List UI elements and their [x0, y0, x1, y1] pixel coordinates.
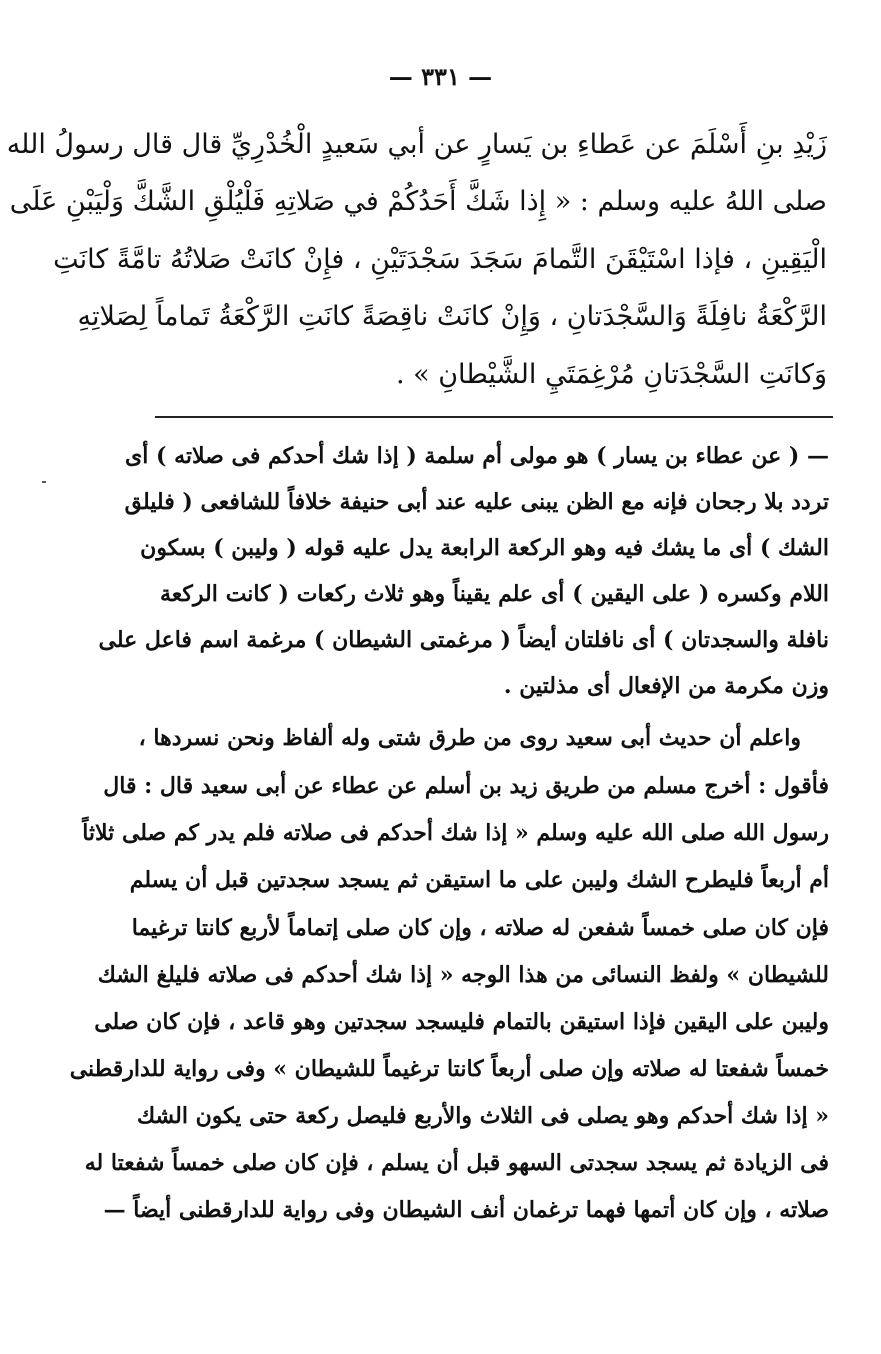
commentary-line: تردد بلا رجحان فإنه مع الظن يبنى عليه عند أبى حنيفة خلافاً للشافعى ( فليلق — [124, 489, 829, 515]
commentary-line: أم أربعاً فليطرح الشك وليبن على ما استيقن ثم يسجد سجدتين قبل أن يسلم — [129, 867, 829, 893]
commentary-line: واعلم أن حديث أبى سعيد روى من طرق شتى وله ألفاظ ونحن نسردها ، — [138, 725, 801, 751]
commentary-line: اللام وكسره ( على اليقين ) أى علم يقيناً وهو ثلاث ركعات ( كانت الركعة — [160, 581, 829, 607]
commentary-line: وزن مكرمة من الإفعال أى مذلتين . — [503, 673, 829, 699]
commentary-line: خمساً شفعتا له صلاته وإن صلى أربعاً كانتا ترغيماً للشيطان » وفى رواية للدارقطنى — [69, 1056, 829, 1082]
commentary-text — [69, 434, 829, 1294]
commentary-line: صلاته ، وإن كان أتمها فهما ترغمان أنف الشيطان وفى رواية للدارقطنى أيضاً — — [103, 1197, 829, 1223]
page-number: — ٣٣١ — — [388, 62, 493, 91]
hadith-line: زَيْدِ بنِ أَسْلَمَ عن عَطاءِ بن يَسارٍ عن أبي سَعيدٍ الْخُدْرِيِّ قال قال رسولُ الله — [6, 129, 827, 160]
commentary-line: للشيطان » ولفظ النسائى من هذا الوجه « إذا شك أحدكم فى صلاته فليلغ الشك — [97, 962, 829, 988]
commentary-line: رسول الله صلى الله عليه وسلم « إذا شك أحدكم فى صلاته فلم يدر كم صلى ثلاثاً — [82, 820, 829, 846]
footnote-divider — [155, 416, 833, 418]
commentary-line: « إذا شك أحدكم وهو يصلى فى الثلاث والأربع فليصل ركعة حتى يكون الشك — [136, 1103, 829, 1129]
hadith-line: الرَّكْعَةُ نافِلَةً وَالسَّجْدَتانِ ، وَإِنْ كانَتْ ناقِصَةً كانَتِ الرَّكْعَةُ تَماماً لِصَلاتِهِ — [77, 301, 827, 332]
hadith-line: الْيَقِينِ ، فإذا اسْتَيْقَنَ التَّمامَ سَجَدَ سَجْدَتَيْنِ ، فإِنْ كانَتْ صَلاتُهُ تامَّةً كانَتِ — [53, 244, 827, 275]
margin-mark — [42, 481, 46, 483]
commentary-line: وليبن على اليقين فإذا استيقن بالتمام فليسجد سجدتين وهو قاعد ، فإن كان صلى — [94, 1009, 829, 1035]
commentary-line: — ( عن عطاء بن يسار ) هو مولى أم سلمة ( إذا شك أحدكم فى صلاته ) أى — [125, 443, 829, 469]
commentary-line: فإن كان صلى خمساً شفعن له صلاته ، وإن كان صلى إتماماً لأربع كانتا ترغيما — [131, 915, 829, 941]
hadith-text — [6, 120, 827, 410]
commentary-line: الشك ) أى ما يشك فيه وهو الركعة الرابعة يدل عليه قوله ( وليبن ) بسكون — [140, 535, 829, 561]
commentary-line: فى الزيادة ثم يسجد سجدتى السهو قبل أن يسلم ، فإن كان صلى خمساً شفعتا له — [84, 1150, 829, 1176]
hadith-line: وَكانَتِ السَّجْدَتانِ مُرْغِمَتَيِ الشَّيْطانِ » . — [395, 359, 827, 390]
hadith-line: صلى اللهُ عليه وسلم : « إِذا شَكَّ أَحَدُكُمْ في صَلاتِهِ فَلْيُلْقِ الشَّكَّ وَلْيَبْنِ عَلَى — [9, 186, 827, 217]
commentary-line: نافلة والسجدتان ) أى نافلتان أيضاً ( مرغمتى الشيطان ) مرغمة اسم فاعل على — [98, 627, 829, 653]
commentary-line: فأقول : أخرج مسلم من طريق زيد بن أسلم عن عطاء عن أبى سعيد قال : قال — [103, 773, 829, 799]
